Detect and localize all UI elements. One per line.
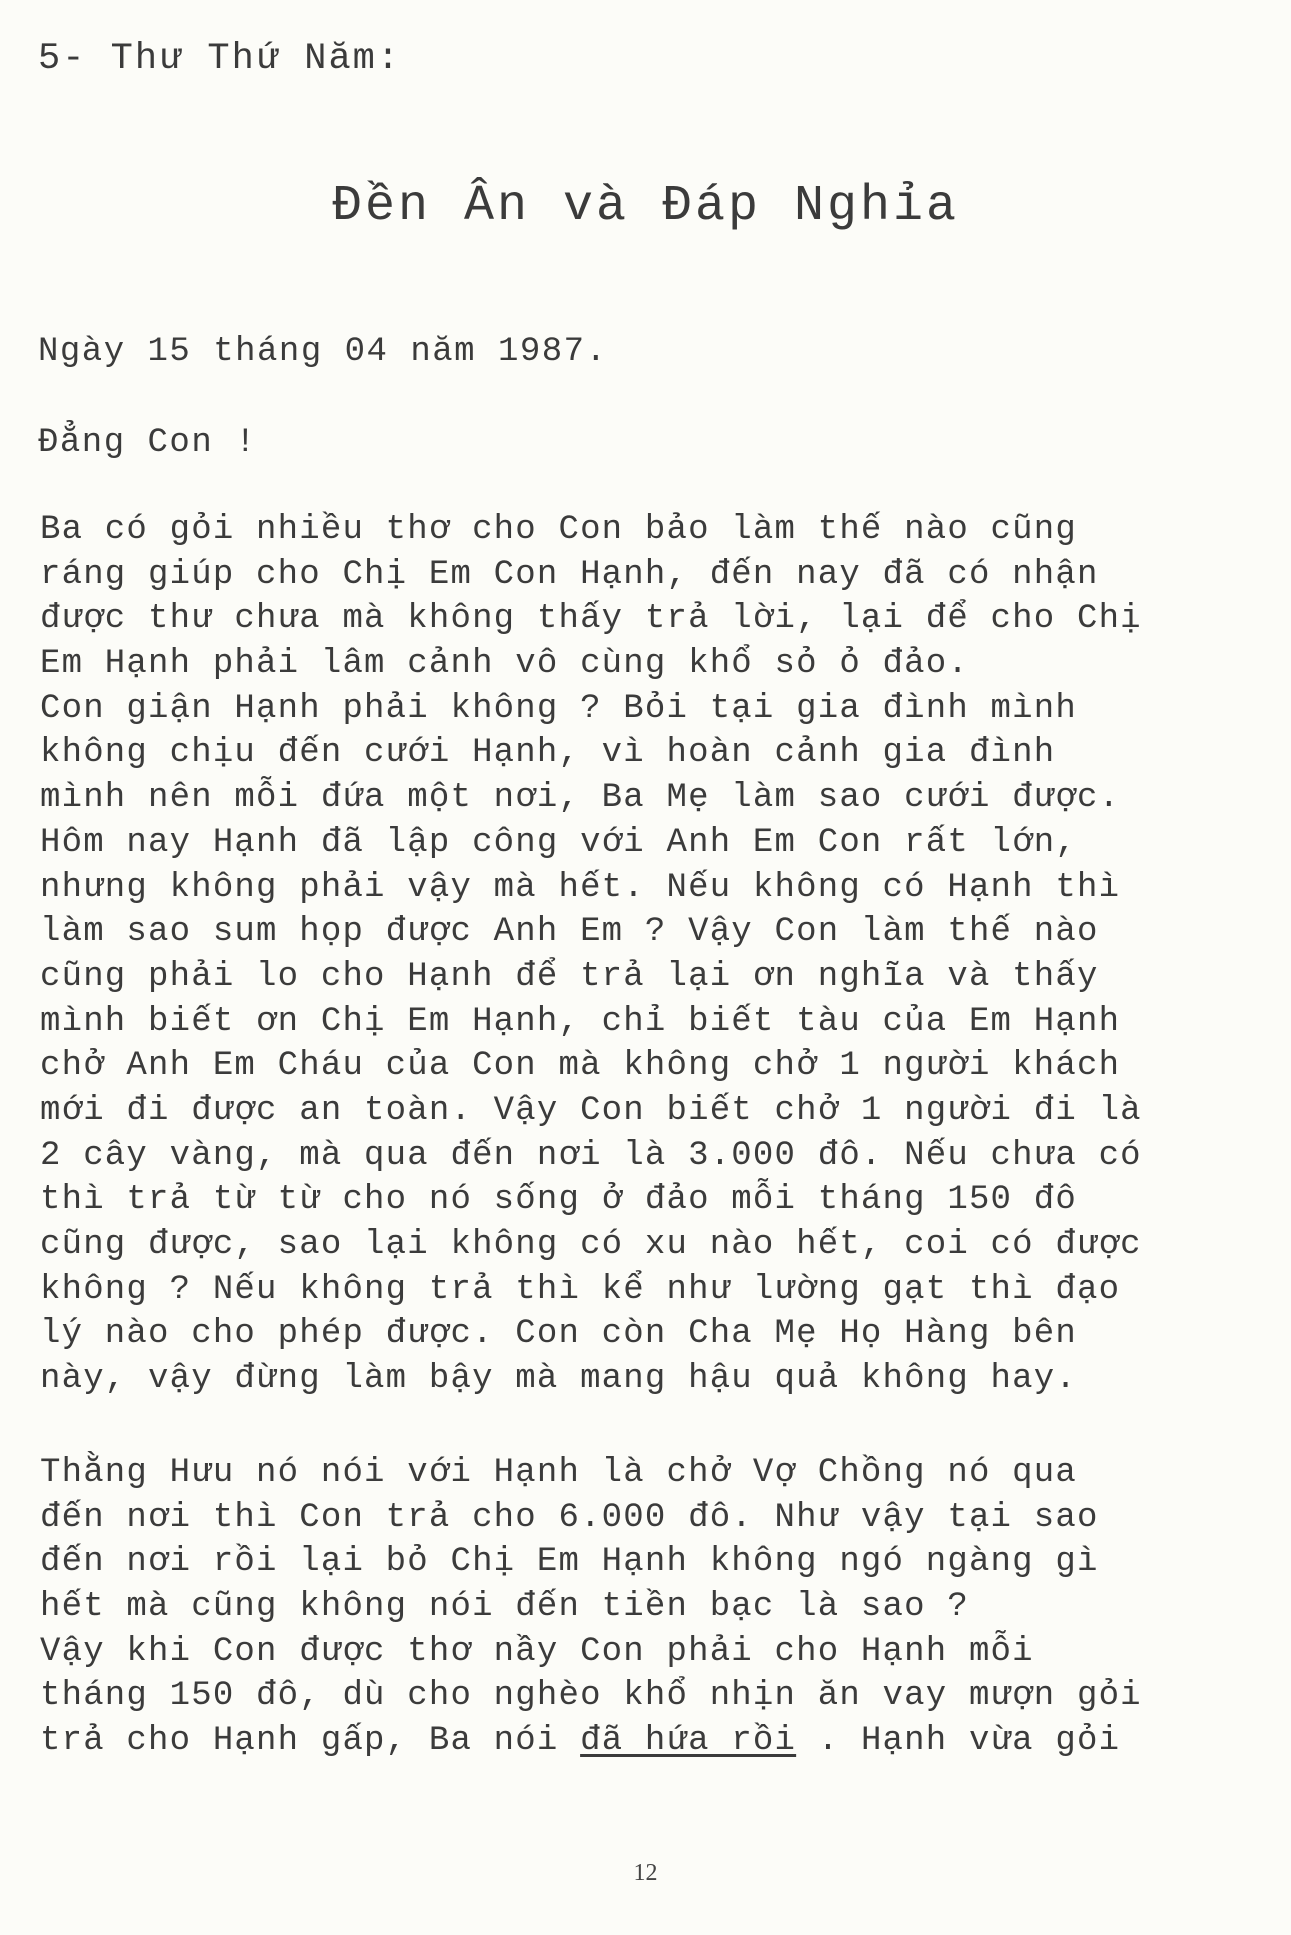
- text-line-last: [40, 1719, 1142, 1764]
- text-line: Em Hạnh phải lâm cảnh vô cùng khổ sỏ ỏ đảo.: [40, 645, 969, 684]
- text-line: Thằng Hưu nó nói với Hạnh là chở Vợ Chồng nó qua: [40, 1454, 1077, 1492]
- text-line: Ba có gỏi nhiều thơ cho Con bảo làm thế nào cũng: [40, 511, 1077, 549]
- text-line: này, vậy đừng làm bậy mà mang hậu quả không hay.: [40, 1360, 1077, 1399]
- text-line: Vậy khi Con được thơ nầy Con phải cho Hạnh mỗi: [40, 1632, 1034, 1671]
- text-line: cũng được, sao lại không có xu nào hết, coi có được: [40, 1226, 1142, 1264]
- last-line-after: . Hạnh vừa gỏi: [796, 1722, 1121, 1761]
- text-line: hết mà cũng không nói đến tiền bạc là sao ?: [40, 1588, 969, 1627]
- letter-greeting: Đẳng Con !: [38, 424, 258, 462]
- last-line-before: trả cho Hạnh gấp, Ba nói: [40, 1722, 581, 1761]
- text-line: mình biết ơn Chị Em Hạnh, chỉ biết tàu của Em Hạnh: [40, 1002, 1121, 1041]
- text-line: Con giận Hạnh phải không ? Bỏi tại gia đình mình: [40, 689, 1077, 728]
- text-line: 2 cây vàng, mà qua đến nơi là 3.000 đô. Nếu chưa có: [40, 1136, 1142, 1175]
- text-line: ráng giúp cho Chị Em Con Hạnh, đến nay đã có nhận: [40, 555, 1099, 594]
- text-line: không ? Nếu không trả thì kể như lường gạt thì đạo: [40, 1270, 1121, 1309]
- paragraph-1: [40, 508, 1142, 1402]
- text-line: làm sao sum họp được Anh Em ? Vậy Con làm thế nào: [40, 913, 1099, 952]
- text-line: đến nơi thì Con trả cho 6.000 đô. Như vậy tại sao: [40, 1498, 1099, 1537]
- text-line: mình nên mỗi đứa một nơi, Ba Mẹ làm sao cưới được.: [40, 779, 1121, 818]
- paragraph-2: [40, 1451, 1142, 1764]
- underlined-phrase: đã hứa rồi: [580, 1722, 797, 1761]
- letter-date: Ngày 15 tháng 04 năm 1987.: [38, 333, 608, 371]
- text-line: tháng 150 đô, dù cho nghèo khổ nhịn ăn vay mượn gỏi: [40, 1677, 1142, 1716]
- text-line: nhưng không phải vậy mà hết. Nếu không có Hạnh thì: [40, 868, 1121, 907]
- text-line: Hôm nay Hạnh đã lập công với Anh Em Con rất lớn,: [40, 823, 1077, 862]
- text-line: chở Anh Em Cháu của Con mà không chở 1 người khách: [40, 1047, 1121, 1086]
- text-line: thì trả từ từ cho nó sống ở đảo mỗi tháng 150 đô: [40, 1181, 1077, 1220]
- text-line: không chịu đến cưới Hạnh, vì hoàn cảnh gia đình: [40, 734, 1056, 773]
- text-line: cũng phải lo cho Hạnh để trả lại ơn nghĩa và thấy: [40, 957, 1099, 996]
- letter-heading: 5- Thư Thứ Năm:: [38, 38, 402, 80]
- page-number: 12: [633, 1860, 658, 1886]
- text-line: lý nào cho phép được. Con còn Cha Mẹ Họ Hàng bên: [40, 1315, 1077, 1354]
- letter-title: Đền Ân và Đáp Nghỉa: [331, 178, 960, 235]
- text-line: được thư chưa mà không thấy trả lời, lại để cho Chị: [40, 600, 1142, 639]
- text-line: đến nơi rồi lại bỏ Chị Em Hạnh không ngó ngàng gì: [40, 1543, 1099, 1582]
- text-line: mới đi được an toàn. Vậy Con biết chở 1 người đi là: [40, 1091, 1142, 1130]
